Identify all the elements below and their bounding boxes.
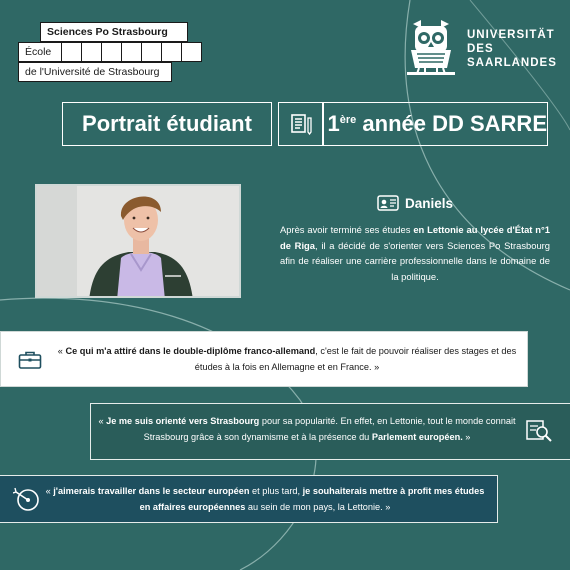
target-icon <box>13 485 41 513</box>
student-photo <box>35 184 241 298</box>
briefcase-icon <box>18 350 42 370</box>
page-title: Portrait étudiant <box>62 102 272 146</box>
document-pen-icon <box>278 102 322 146</box>
uds-name: UNIVERSITÄT DES SAARLANDES <box>467 29 557 69</box>
quote-box-1 <box>0 331 528 387</box>
id-card-icon <box>377 195 399 211</box>
student-name: Daniels <box>377 195 453 211</box>
sciencespo-university: de l'Université de Strasbourg <box>18 62 172 82</box>
sciencespo-title: Sciences Po Strasbourg <box>40 22 188 42</box>
owl-icon <box>405 18 457 76</box>
program-title: 1 $^{ère}$ année DD SARRE <box>324 102 549 146</box>
quote-text-1: « Ce qui m'a attiré dans le double-diplôme franco-allemand, c'est le fait de pouvoir réaliser des stages et des études à la fois en Allemagne et en France. » <box>57 346 517 372</box>
quote-text-3: « j'aimerais travailler dans le secteur européen et plus tard, je souhaiterais mettre à profit mes études en affaires européennes au sein de mon pays, la Lettonie. » <box>45 486 485 512</box>
title-bar <box>62 102 548 146</box>
quote-text-2: « Je me suis orienté vers Strasbourg pour sa popularité. En effet, en Lettonie, tout le monde connait Strasbourg grâce à son dynamisme et à la présence du Parlement européen. » <box>98 416 516 442</box>
sciencespo-logo <box>18 22 202 82</box>
sciencespo-ecole: École <box>18 42 62 62</box>
student-bio: Après avoir terminé ses études en Lettonie au lycée d'État n°1 de Riga, il a décidé de s'orienter vers Sciences Po Strasbourg afin de réaliser une carrière professionnelle dans le domaine de la politique. <box>280 224 550 282</box>
magnifier-document-icon <box>525 418 553 444</box>
quote-box-2 <box>90 403 570 460</box>
uds-logo <box>405 18 557 76</box>
quote-box-3 <box>0 475 498 523</box>
